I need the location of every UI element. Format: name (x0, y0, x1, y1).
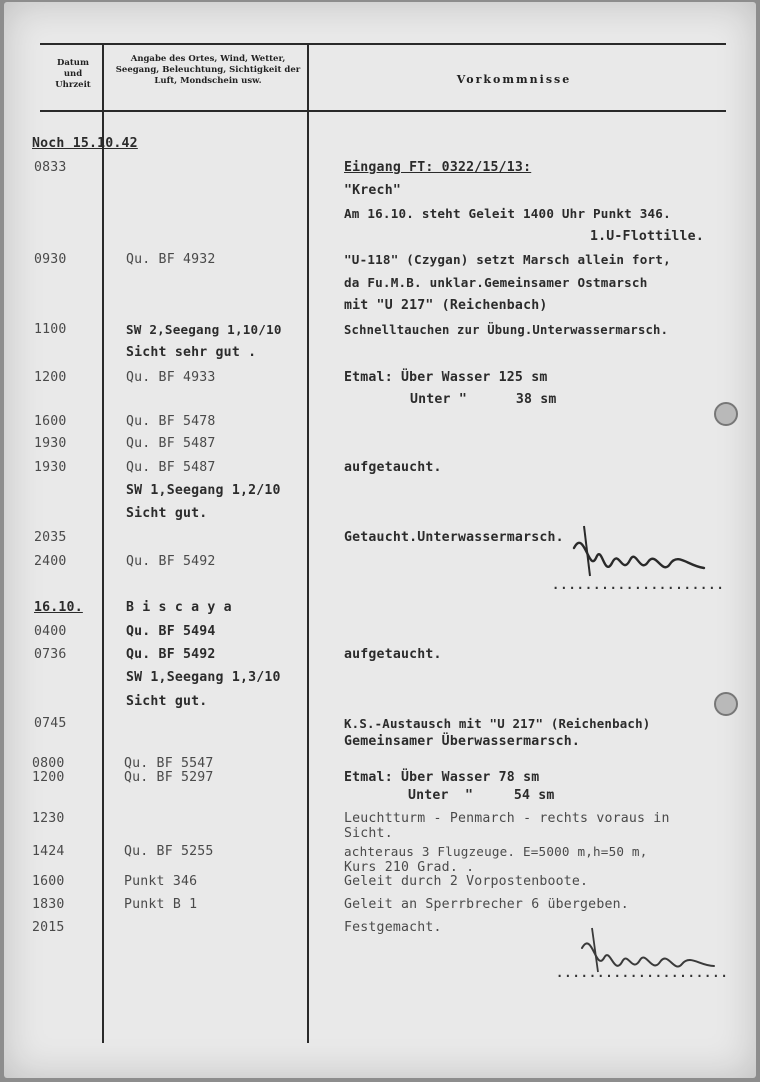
signature-line: ..................... (556, 966, 729, 980)
entry-event: aufgetaucht. (344, 460, 442, 475)
entry-place: Sicht sehr gut . (126, 345, 257, 360)
column-divider-1 (102, 43, 104, 1043)
signature-line: ..................... (552, 578, 725, 592)
entry-event: Geleit durch 2 Vorpostenboote. (344, 874, 589, 889)
logbook-page (4, 2, 756, 1078)
header-location-weather: Angabe des Ortes, Wind, Wetter, Seegang, Beleuchtung, Sichtigkeit der Luft, Mondschein usw. (115, 54, 301, 86)
entry-time: 1200 (32, 770, 65, 785)
entry-place: Punkt 346 (124, 874, 198, 889)
entry-time: 1200 (34, 370, 67, 385)
entry-time: 0833 (34, 160, 67, 175)
entry-place: B i s c a y a (126, 600, 232, 615)
entry-event: Leuchtturm - Penmarch - rechts voraus in (344, 811, 670, 826)
entry-event: mit "U 217" (Reichenbach) (344, 298, 548, 313)
entry-place: Sicht gut. (126, 506, 208, 521)
entry-place: Qu. BF 5297 (124, 770, 214, 785)
entry-event: "Krech" (344, 183, 401, 198)
entry-event: Geleit an Sperrbrecher 6 übergeben. (344, 897, 629, 912)
entry-time: 1930 (34, 436, 67, 451)
entry-place: Qu. BF 5478 (126, 414, 216, 429)
entry-time: 1424 (32, 844, 65, 859)
entry-time: 2400 (34, 554, 67, 569)
entry-time: 2035 (34, 530, 67, 545)
entry-time: 1930 (34, 460, 67, 475)
entry-event: Getaucht.Unterwassermarsch. (344, 530, 564, 545)
entry-event: Etmal: Über Wasser 78 sm (344, 770, 540, 785)
entry-time: 0745 (34, 716, 67, 731)
entry-place: Punkt B 1 (124, 897, 198, 912)
column-divider-2 (307, 43, 309, 1043)
entry-event: Unter " 38 sm (410, 392, 557, 407)
entry-time: 2015 (32, 920, 65, 935)
entry-place: Qu. BF 5255 (124, 844, 214, 859)
entry-place: Qu. BF 5492 (126, 554, 216, 569)
entry-place: Qu. BF 5487 (126, 460, 216, 475)
entry-time: 1100 (34, 322, 67, 337)
header-date-time: Datum und Uhrzeit (55, 58, 91, 90)
entry-place: Sicht gut. (126, 694, 208, 709)
entry-place: Qu. BF 5487 (126, 436, 216, 451)
header-rule (40, 110, 726, 112)
entry-event: Festgemacht. (344, 920, 442, 935)
entry-event: K.S.-Austausch mit "U 217" (Reichenbach) (344, 716, 651, 731)
entry-event: Gemeinsamer Überwassermarsch. (344, 734, 581, 749)
entry-time: 0400 (34, 624, 67, 639)
entry-place: Qu. BF 5547 (124, 756, 214, 771)
entry-event: Am 16.10. steht Geleit 1400 Uhr Punkt 346. (344, 206, 671, 221)
entry-event: Sicht. (344, 826, 393, 841)
entry-time: 0930 (34, 252, 67, 267)
entry-event: aufgetaucht. (344, 647, 442, 662)
entry-place: Qu. BF 4932 (126, 252, 216, 267)
punch-hole-icon (714, 692, 738, 716)
entry-event: Unter " 54 sm (408, 788, 555, 803)
entry-time: 1600 (32, 874, 65, 889)
entry-place: SW 1,Seegang 1,3/10 (126, 670, 281, 685)
entry-place: Qu. BF 5494 (126, 624, 216, 639)
entry-time: 0800 (32, 756, 65, 771)
entry-event: Kurs 210 Grad. . (344, 860, 475, 875)
entry-event: Schnelltauchen zur Übung.Unterwassermarsch. (344, 323, 669, 337)
header-events: Vorkommnisse (456, 73, 572, 86)
entry-date: 16.10. (34, 600, 83, 615)
entry-event: 1.U-Flottille. (590, 229, 704, 244)
top-rule (40, 43, 726, 45)
entry-event: Etmal: Über Wasser 125 sm (344, 370, 548, 385)
entry-place: Qu. BF 4933 (126, 370, 216, 385)
entry-time: 1600 (34, 414, 67, 429)
entry-place: Qu. BF 5492 (126, 647, 216, 662)
entry-time: 1830 (32, 897, 65, 912)
entry-time: 1230 (32, 811, 65, 826)
entry-time: 0736 (34, 647, 67, 662)
entry-event: da Fu.M.B. unklar.Gemeinsamer Ostmarsch (344, 275, 648, 290)
entry-event: Eingang FT: 0322/15/13: (344, 160, 532, 175)
entry-place: SW 2,Seegang 1,10/10 (126, 322, 282, 337)
entry-event: achteraus 3 Flugzeuge. E=5000 m,h=50 m, (344, 844, 648, 859)
punch-hole-icon (714, 402, 738, 426)
entry-date: Noch 15.10.42 (32, 136, 138, 151)
entry-event: "U-118" (Czygan) setzt Marsch allein fort, (344, 252, 671, 267)
entry-place: SW 1,Seegang 1,2/10 (126, 483, 281, 498)
